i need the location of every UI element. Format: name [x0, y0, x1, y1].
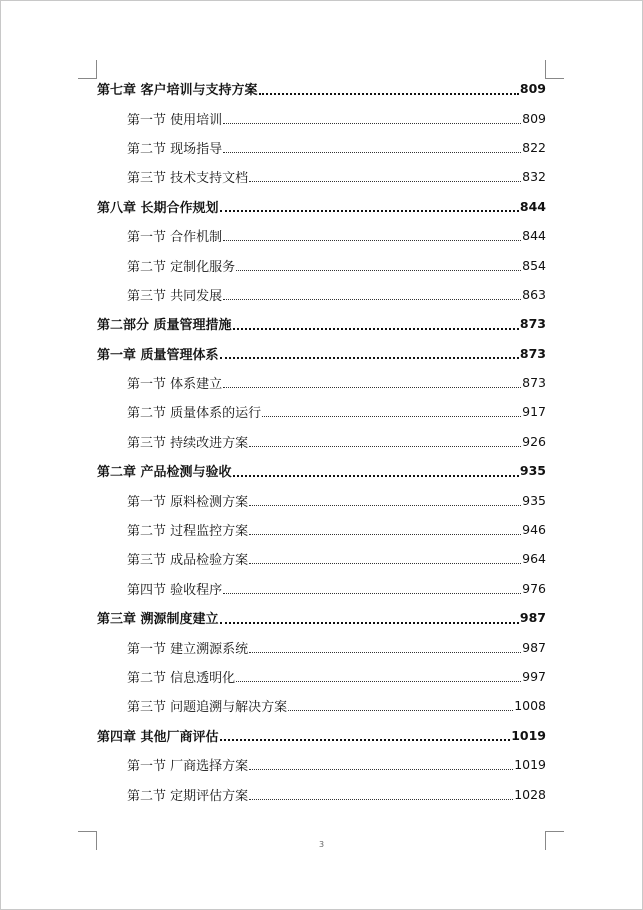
toc-entry-title: 第一节 合作机制 [127, 230, 223, 246]
dot-leader [223, 123, 521, 124]
dot-leader [249, 563, 521, 564]
dot-leader [223, 240, 521, 241]
toc-section-entry[interactable] [97, 397, 546, 426]
toc-entry-title: 第二节 定制化服务 [127, 259, 236, 275]
toc-section-entry[interactable] [97, 485, 546, 514]
toc-entry-title: 第二节 信息透明化 [127, 671, 236, 686]
toc-entry-page-number: 997 [522, 669, 546, 684]
dot-leader [220, 357, 519, 359]
table-of-contents [97, 74, 546, 809]
dot-leader [220, 622, 519, 624]
toc-entry-title: 第一章 质量管理体系 [97, 347, 219, 363]
toc-entry-title: 第三章 溯源制度建立 [97, 612, 219, 628]
dot-leader [249, 505, 521, 506]
toc-entry-title: 第二节 定期评估方案 [127, 788, 249, 804]
toc-entry-title: 第一节 原料检测方案 [127, 494, 249, 510]
toc-entry-page-number: 935 [522, 492, 546, 508]
toc-chapter-entry[interactable] [97, 603, 546, 632]
dot-leader [220, 210, 519, 212]
dot-leader [249, 769, 513, 770]
dot-leader [223, 299, 521, 300]
crop-mark-top-right [545, 60, 564, 79]
dot-leader [236, 681, 521, 682]
toc-entry-page-number: 873 [519, 316, 546, 332]
toc-entry-page-number: 917 [522, 404, 546, 420]
toc-chapter-entry[interactable] [97, 74, 546, 103]
toc-entry-page-number: 873 [519, 345, 546, 361]
toc-entry-title: 第三节 共同发展 [127, 288, 223, 304]
dot-leader [262, 416, 521, 417]
toc-entry-page-number: 863 [522, 286, 546, 302]
toc-entry-title: 第四章 其他厂商评估 [97, 729, 219, 745]
toc-section-entry[interactable] [97, 221, 546, 250]
toc-chapter-entry[interactable] [97, 721, 546, 750]
toc-section-entry[interactable] [97, 662, 546, 691]
dot-leader [223, 593, 521, 594]
toc-entry-page-number: 1028 [514, 786, 546, 802]
toc-entry-page-number: 822 [522, 139, 546, 155]
toc-entry-title: 第二章 产品检测与验收 [97, 465, 232, 481]
toc-section-entry[interactable] [97, 779, 546, 808]
toc-section-entry[interactable] [97, 250, 546, 279]
toc-section-entry[interactable] [97, 162, 546, 191]
toc-chapter-entry[interactable] [97, 456, 546, 485]
toc-section-entry[interactable] [97, 368, 546, 397]
toc-entry-title: 第二节 现场指导 [127, 141, 223, 157]
toc-section-entry[interactable] [97, 133, 546, 162]
toc-entry-page-number: 809 [522, 110, 546, 126]
toc-entry-page-number: 987 [519, 610, 546, 626]
toc-entry-title: 第三节 技术支持文档 [127, 171, 249, 187]
toc-entry-page-number: 873 [522, 375, 546, 391]
dot-leader [249, 534, 521, 535]
dot-leader [220, 739, 511, 741]
toc-section-entry[interactable] [97, 750, 546, 779]
dot-leader [249, 652, 521, 653]
toc-section-entry[interactable] [97, 103, 546, 132]
toc-entry-page-number: 987 [522, 639, 546, 655]
toc-entry-page-number: 1008 [514, 698, 546, 714]
toc-chapter-entry[interactable] [97, 339, 546, 368]
toc-entry-page-number: 946 [522, 522, 546, 538]
dot-leader [223, 387, 521, 388]
crop-mark-top-left [78, 60, 97, 79]
dot-leader [259, 93, 519, 95]
toc-chapter-entry[interactable] [97, 309, 546, 338]
dot-leader [288, 710, 513, 711]
toc-entry-page-number: 976 [522, 580, 546, 596]
toc-entry-page-number: 854 [522, 257, 546, 273]
toc-entry-title: 第三节 成品检验方案 [127, 553, 249, 569]
toc-section-entry[interactable] [97, 632, 546, 661]
toc-entry-title: 第一节 建立溯源系统 [127, 641, 249, 657]
toc-entry-title: 第二节 质量体系的运行 [127, 406, 262, 422]
toc-entry-title: 第二部分 质量管理措施 [97, 318, 232, 334]
toc-entry-title: 第四节 验收程序 [127, 582, 223, 598]
toc-entry-title: 第三节 问题追溯与解决方案 [127, 700, 288, 716]
toc-entry-page-number: 1019 [514, 757, 546, 773]
page-number: 3 [318, 840, 325, 849]
toc-section-entry[interactable] [97, 574, 546, 603]
toc-entry-page-number: 1019 [511, 727, 546, 743]
toc-entry-page-number: 809 [519, 81, 546, 97]
toc-entry-page-number: 844 [522, 228, 546, 244]
dot-leader [236, 270, 521, 271]
toc-section-entry[interactable] [97, 280, 546, 309]
toc-section-entry[interactable] [97, 691, 546, 720]
dot-leader [233, 328, 519, 330]
toc-entry-title: 第八章 长期合作规划 [97, 200, 219, 216]
toc-entry-page-number: 832 [522, 169, 546, 185]
toc-entry-title: 第一节 厂商选择方案 [127, 759, 249, 775]
toc-chapter-entry[interactable] [97, 192, 546, 221]
dot-leader [249, 181, 521, 182]
toc-entry-title: 第七章 客户培训与支持方案 [97, 83, 258, 99]
toc-section-entry[interactable] [97, 515, 546, 544]
toc-entry-title: 第二节 过程监控方案 [127, 524, 249, 540]
dot-leader [249, 446, 521, 447]
toc-entry-page-number: 935 [519, 463, 546, 479]
dot-leader [233, 475, 519, 477]
dot-leader [249, 799, 513, 800]
toc-section-entry[interactable] [97, 544, 546, 573]
toc-entry-page-number: 964 [522, 551, 546, 567]
toc-section-entry[interactable] [97, 427, 546, 456]
toc-entry-title: 第一节 体系建立 [127, 377, 223, 393]
toc-entry-page-number: 926 [522, 433, 546, 449]
toc-entry-page-number: 844 [519, 198, 546, 214]
toc-entry-title: 第一节 使用培训 [127, 112, 223, 128]
dot-leader [223, 152, 521, 153]
toc-entry-title: 第三节 持续改进方案 [127, 435, 249, 451]
